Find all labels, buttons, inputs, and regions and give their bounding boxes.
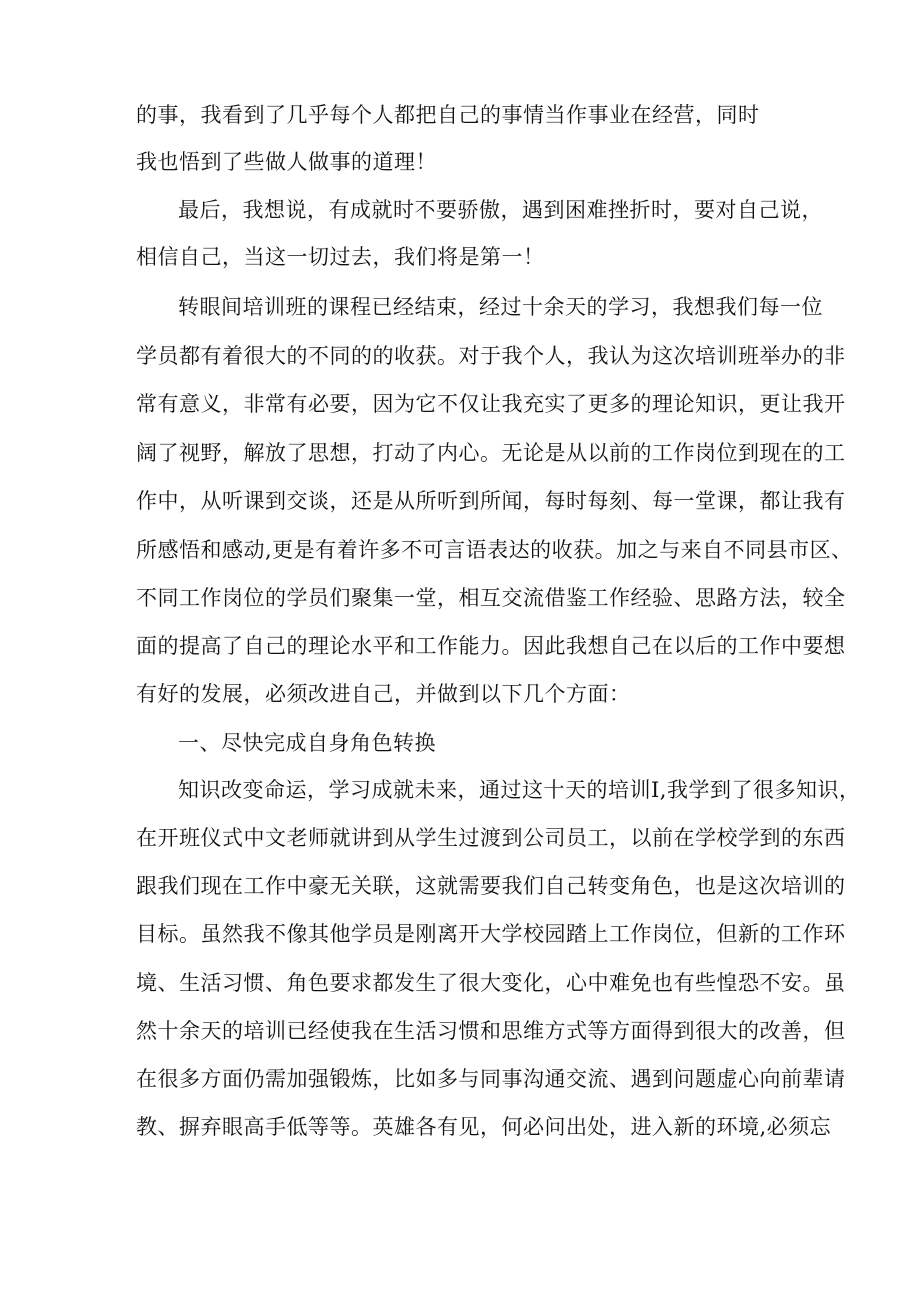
text-line: 教、摒弃眼高手低等等。英雄各有见，何必问出处，进入新的环境,必须忘 [136, 1115, 832, 1139]
paragraph-first-line: 知识改变命运，学习成就未来，通过这十天的培训I,我学到了很多知识， [178, 778, 861, 802]
text-line: 境、生活习惯、角色要求都发生了很大变化，心中难免也有些惶恐不安。虽 [136, 971, 846, 995]
text-line: 阔了视野，解放了思想，打动了内心。无论是从以前的工作岗位到现在的工 [136, 441, 846, 465]
text-line: 作中，从听课到交谈，还是从所听到所闻，每时每刻、每一堂课，都让我有 [136, 489, 846, 513]
text-line: 不同工作岗位的学员们聚集一堂，相互交流借鉴工作经验、思路方法，较全 [136, 586, 846, 610]
text-line: 所感悟和感动,更是有着许多不可言语表达的收获。加之与来自不同县市区、 [136, 538, 853, 562]
text-line: 我也悟到了些做人做事的道理！ [136, 150, 437, 174]
section-heading: 一、尽快完成自身角色转换 [178, 731, 436, 755]
text-line: 的事，我看到了几乎每个人都把自己的事情当作事业在经营，同时 [136, 103, 760, 127]
text-line: 学员都有着很大的不同的的收获。对于我个人，我认为这次培训班举办的非 [136, 344, 846, 368]
text-line: 面的提高了自己的理论水平和工作能力。因此我想自己在以后的工作中要想 [136, 634, 846, 658]
paragraph-first-line: 转眼间培训班的课程已经结束，经过十余天的学习，我想我们每一位 [178, 295, 823, 319]
paragraph-first-line: 最后，我想说，有成就时不要骄傲，遇到困难挫折时，要对自己说， [178, 198, 823, 222]
text-line: 在开班仪式中文老师就讲到从学生过渡到公司员工，以前在学校学到的东西 [136, 826, 846, 850]
text-line: 然十余天的培训已经使我在生活习惯和思维方式等方面得到很大的改善，但 [136, 1019, 846, 1043]
text-line: 常有意义，非常有必要，因为它不仅让我充实了更多的理论知识，更让我开 [136, 392, 846, 416]
text-line: 跟我们现在工作中豪无关联，这就需要我们自己转变角色，也是这次培训的 [136, 874, 846, 898]
text-line: 有好的发展，必须改进自己，并做到以下几个方面： [136, 682, 631, 706]
text-line: 目标。虽然我不像其他学员是刚离开大学校园踏上工作岗位，但新的工作环 [136, 922, 846, 946]
text-line: 在很多方面仍需加强锻炼，比如多与同事沟通交流、遇到问题虚心向前辈请 [136, 1067, 846, 1091]
text-line: 相信自己，当这一切过去，我们将是第一！ [136, 245, 545, 269]
